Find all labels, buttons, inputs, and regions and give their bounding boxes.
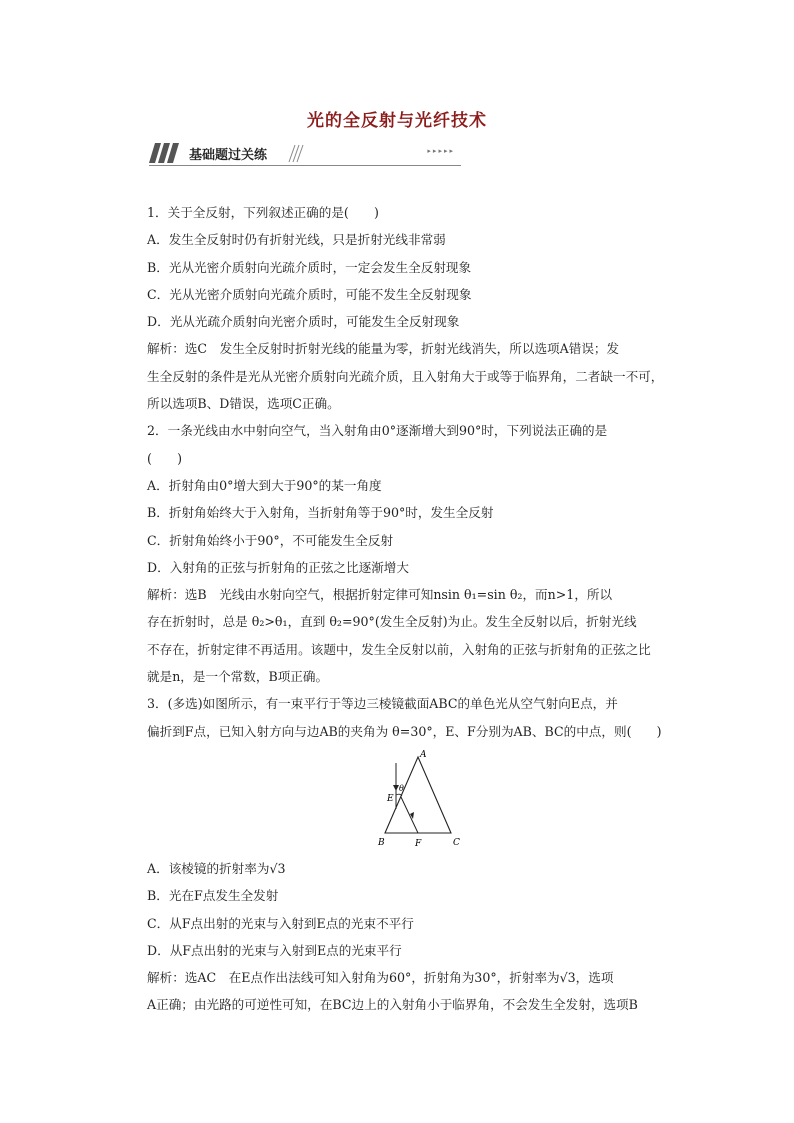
q1-option-b: B．光从光密介质射向光疏介质时，一定会发生全反射现象 (147, 259, 472, 275)
banner-slash-icon (269, 143, 309, 163)
q3-stem-line: 偏折到F点，已知入射方向与边AB的夹角为 θ=30°，E、F分别为AB、BC的中点，则( ) (147, 723, 662, 739)
q2-analysis-line: 存在折射时，总是 θ₂>θ₁，直到 θ₂=90°(发生全反射)为止。发生全反射以后，折射光线 (147, 614, 637, 630)
q2-option-b: B．折射角始终大于入射角，当折射角等于90°时，发生全反射 (147, 505, 494, 521)
prism-triangle (385, 757, 451, 833)
q2-option-a: A．折射角由0°增大到大于90°的某一角度 (147, 477, 382, 493)
label-b: B (378, 837, 385, 848)
page-title: 光的全反射与光纤技术 (307, 111, 487, 131)
q1-analysis-line: 生全反射的条件是光从光密介质射向光疏介质，且入射角大于或等于临界角，二者缺一不可， (147, 368, 664, 384)
q2-analysis-line: 解析：选B 光线由水射向空气，根据折射定律可知nsin θ₁=sin θ₂，而n>1，所以 (147, 587, 613, 603)
banner-arrows-icon: ▸▸▸▸▸ (427, 147, 455, 155)
banner-rule (149, 165, 461, 166)
section-banner (149, 143, 461, 163)
q3-option-a: A．该棱镜的折射率为√3 (147, 860, 286, 876)
q1-analysis-line: 所以选项B、D错误，选项C正确。 (147, 396, 340, 412)
q1-option-c: C．光从光密介质射向光疏介质时，可能不发生全反射现象 (147, 286, 472, 302)
label-f: F (415, 838, 422, 849)
q2-stem-line: 2．一条光线由水中射向空气，当入射角由0°逐渐增大到90°时，下列说法正确的是 (147, 423, 608, 439)
q1-stem: 1．关于全反射，下列叙述正确的是( ) (147, 205, 379, 220)
prism-diagram (361, 749, 471, 853)
q3-option-d: D．从F点出射的光束与入射到E点的光束平行 (147, 942, 402, 958)
q1-analysis-line: 解析：选C 发生全反射时折射光线的能量为零，折射光线消失，所以选项A错误；发 (147, 341, 620, 357)
label-c: C (453, 837, 460, 848)
content (147, 199, 677, 1019)
label-a: A (420, 749, 427, 760)
q2-analysis-line: 不存在，折射定律不再适用。该题中，发生全反射以前，入射角的正弦与折射角的正弦之比 (147, 641, 651, 657)
prism-figure (147, 749, 677, 853)
q1-option-d: D．光从光疏介质射向光密介质时，可能发生全反射现象 (147, 314, 460, 330)
q3-analysis-line: A正确；由光路的可逆性可知，在BC边上的入射角小于临界角，不会发生全发射，选项B (147, 997, 638, 1013)
q3-stem-line: 3．(多选)如图所示，有一束平行于等边三棱镜截面ABC的单色光从空气射向E点，并 (147, 696, 618, 712)
banner-stripes-icon (149, 143, 183, 163)
q1-option-a: A．发生全反射时仍有折射光线，只是折射光线非常弱 (147, 232, 446, 248)
q2-option-d: D．入射角的正弦与折射角的正弦之比逐渐增大 (147, 559, 409, 575)
q2-stem-line: ( ) (147, 450, 183, 466)
q3-analysis-line: 解析：选AC 在E点作出法线可知入射角为60°，折射角为30°，折射率为√3，选项 (147, 970, 614, 986)
q2-analysis-line: 就是n，是一个常数，B项正确。 (147, 669, 329, 685)
q3-option-c: C．从F点出射的光束与入射到E点的光束不平行 (147, 915, 414, 931)
banner-label: 基础题过关练 (189, 148, 268, 163)
label-e: E (387, 793, 394, 804)
label-theta: θ (399, 783, 404, 793)
refracted-ray (401, 797, 418, 833)
q3-option-b: B．光在F点发生全发射 (147, 888, 279, 904)
q2-option-c: C．折射角始终小于90°，不可能发生全反射 (147, 532, 394, 548)
